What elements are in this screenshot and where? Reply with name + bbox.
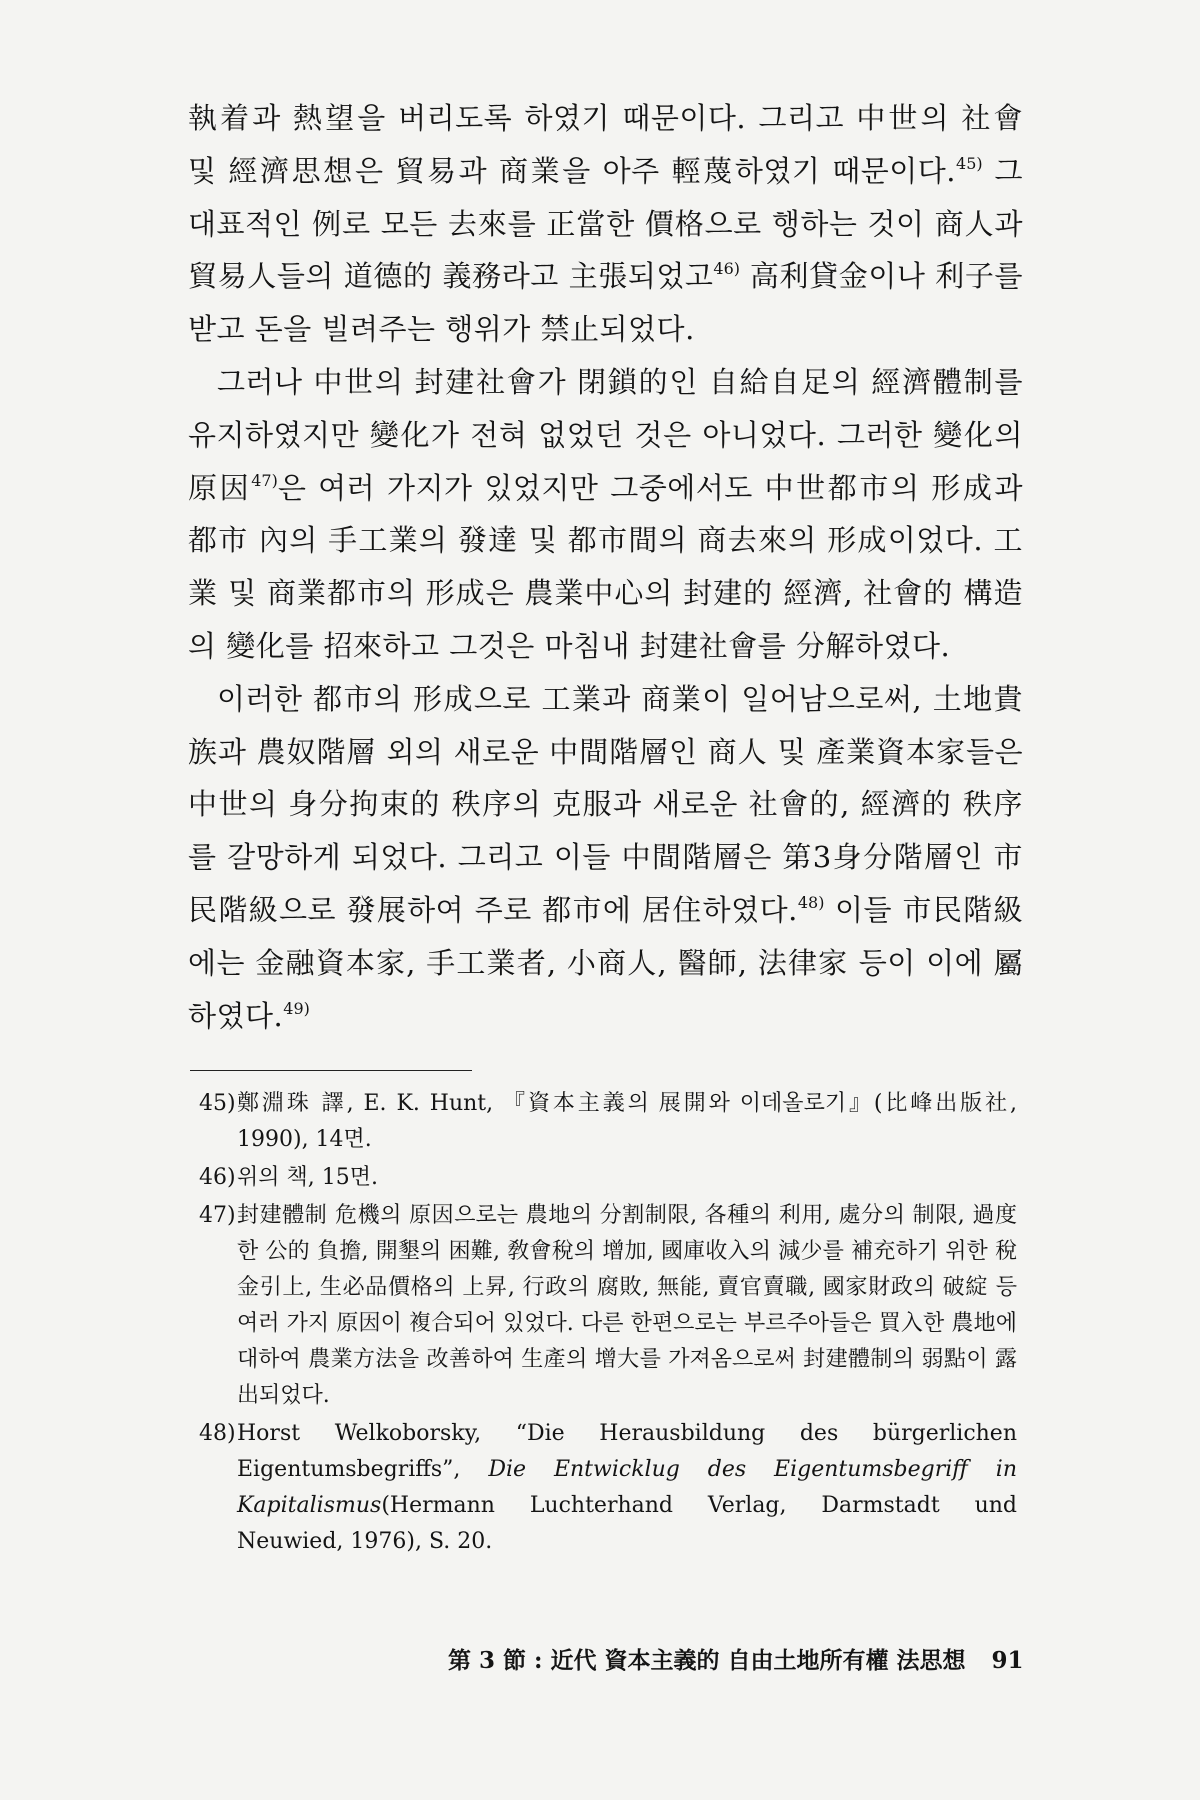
footnote-ref: 45) (956, 153, 983, 173)
text-run: 위의 책, 15면. (237, 1165, 378, 1190)
footnote-text (237, 1198, 1017, 1414)
text-run: 鄭淵珠 譯, E. K. Hunt, 『資本主義의 展開와 이데올로기』(比峰出版社, 1990), 14면. (237, 1091, 1017, 1152)
footnote-ref: 48) (797, 892, 825, 912)
footnotes-section (199, 1086, 1017, 1562)
footnote-47 (199, 1198, 1017, 1414)
text-run: 封建體制 危機의 原因으로는 農地의 分割制限, 各種의 利用, 處分의 制限, 過度한 公的 負擔, 開墾의 困難, 敎會稅의 增加, 國庫收入의 減少를 補充하기 위한 稅金引上, 生必品價格의 上昇, 行政의 腐敗, 無能, 賣官賣職, 國家財政의 破綻 등 여러 가지 原因이 複合되어 있었다. 다른 한편으로는 부르주아들은 買入한 農地에 대하여 農業方法을 改善하여 生產의 增大를 가져옴으로써 封建體制의 弱點이 露出되었다. (237, 1203, 1017, 1408)
running-title: 第 3 節 : 近代 資本主義的 自由土地所有權 法思想 (448, 1647, 966, 1674)
footnote-ref: 49) (283, 998, 310, 1018)
footnote-text (237, 1160, 1017, 1196)
text-run: 은 여러 가지가 있었지만 그중에서도 中世都市의 形成과 都市 內의 手工業의 發達 및 都市間의 商去來의 形成이었다. 工業 및 商業都市의 形成은 農業中心의 封建的 經濟, 社會的 構造의 變化를 招來하고 그것은 마침내 封建社會를 分解하였다. (188, 470, 1023, 663)
text-run: 이러한 都市의 形成으로 工業과 商業이 일어남으로써, 土地貴族과 農奴階層 외의 새로운 中間階層인 商人 및 產業資本家들은 中世의 身分拘束的 秩序의 克服과 새로운 社會的, 經濟的 秩序를 갈망하게 되었다. 그리고 이들 中間階層은 第3身分階層인 市民階級으로 發展하여 주로 都市에 居住하였다. (188, 681, 1023, 927)
main-body-text (188, 92, 1023, 1042)
text-run: 그러나 中世의 封建社會가 閉鎖的인 自給自足의 經濟體制를 유지하였지만 變化가 전혀 없었던 것은 아니었다. 그러한 變化의 原因 (188, 364, 1023, 505)
footnote-number: 46) (199, 1165, 236, 1190)
footnote-ref: 46) (713, 259, 740, 279)
footnote-45 (199, 1086, 1017, 1158)
footnote-text (237, 1416, 1017, 1560)
footnote-number: 47) (199, 1203, 236, 1228)
footnote-46 (199, 1160, 1017, 1196)
paragraph-3 (188, 673, 1023, 1043)
text-run: Horst Welkoborsky, “Die Herausbildung des bürgerlichen Eigentumsbegriffs”, (237, 1421, 1017, 1482)
text-run: 執着과 熱望을 버리도록 하였기 때문이다. 그리고 中世의 社會 및 經濟思想은 貿易과 商業을 아주 輕蔑하였기 때문이다. (188, 101, 1023, 188)
page-number: 91 (991, 1647, 1024, 1674)
text-run: 그 대표적인 例로 모든 去來를 正當한 價格으로 행하는 것이 商人과 貿易人들의 道德的 義務라고 主張되었고 (188, 153, 1024, 294)
footnote-48 (199, 1416, 1017, 1560)
footnote-number: 45) (199, 1091, 236, 1116)
footnote-ref: 47) (251, 470, 278, 490)
paragraph-2 (188, 356, 1023, 673)
footnote-separator-rule (190, 1070, 472, 1071)
text-run: (Hermann Luchterhand Verlag, Darmstadt und Neuwied, 1976), S. 20. (237, 1493, 1017, 1554)
text-run: 이들 市民階級에는 金融資本家, 手工業者, 小商人, 醫師, 法律家 등이 이에 屬하였다. (188, 892, 1023, 1033)
running-footer (448, 1642, 1024, 1675)
footnote-text (237, 1086, 1017, 1158)
paragraph-1 (188, 92, 1023, 356)
footnote-number: 48) (199, 1421, 236, 1446)
italic-title: Die Entwicklug des Eigentumsbegriff in Kapitalismus (237, 1457, 1018, 1518)
text-run: 高利貸金이나 利子를 받고 돈을 빌려주는 행위가 禁止되었다. (188, 259, 1023, 347)
